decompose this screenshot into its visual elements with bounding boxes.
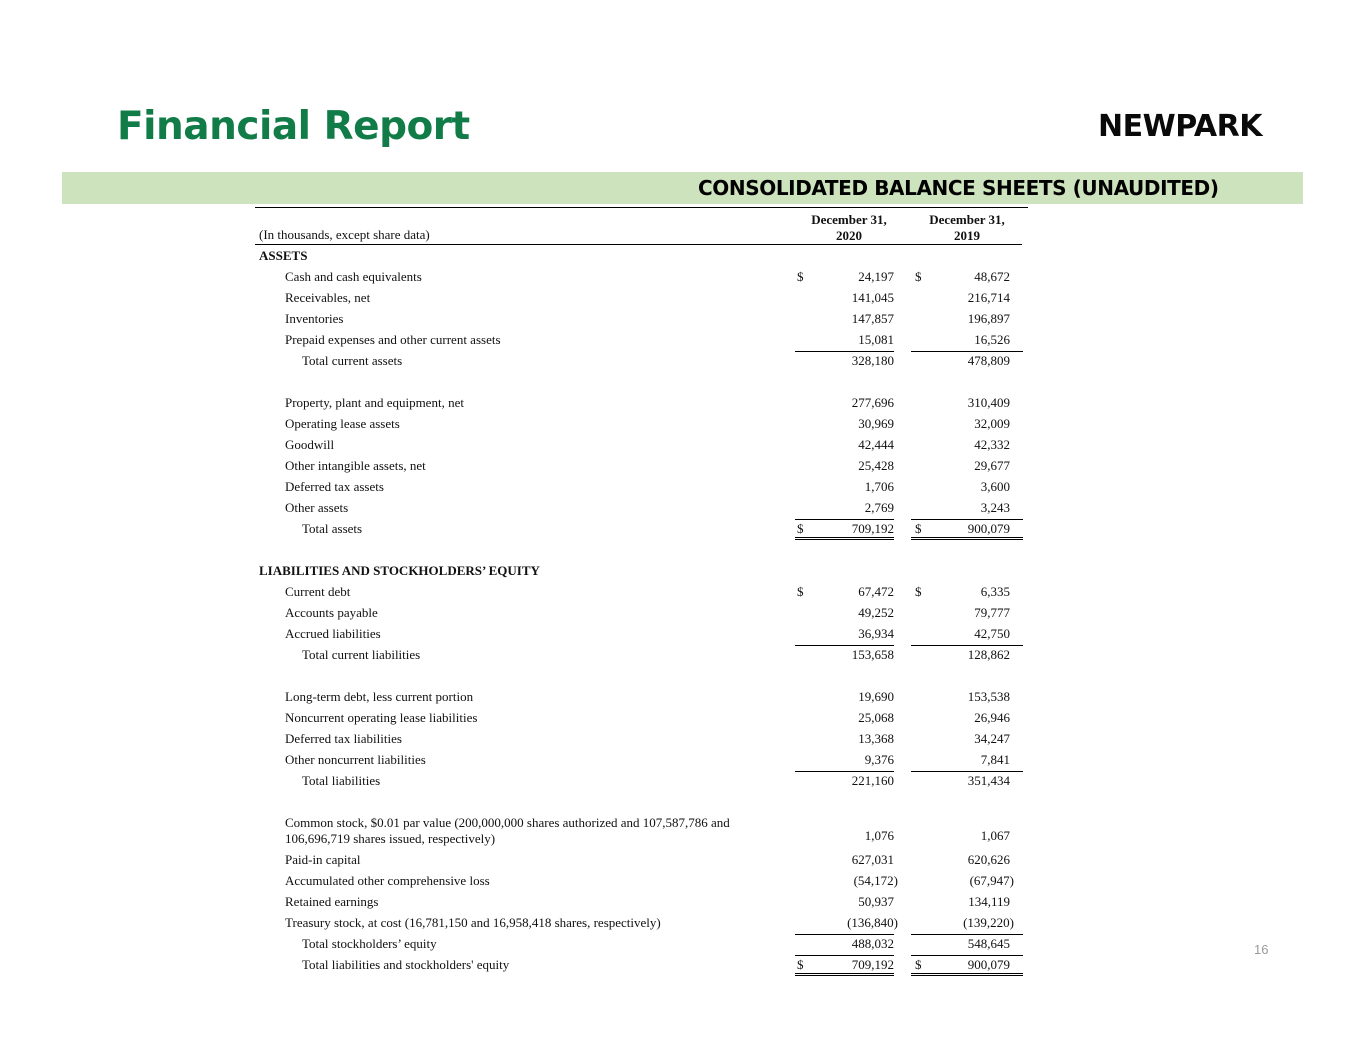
dollar-sign-2020: $: [797, 584, 804, 599]
double-underline-2019: [911, 973, 1023, 976]
double-underline-2019: [911, 537, 1023, 540]
table-top-rule: [255, 207, 1028, 208]
table-row: [250, 626, 1029, 647]
page-number: 16: [1254, 942, 1269, 957]
underline-2020: [795, 351, 894, 352]
value-2020: 50,937: [858, 894, 894, 909]
value-2020: 1,706: [864, 479, 894, 494]
value-2020: 153,658: [851, 647, 894, 662]
value-2019: 29,677: [974, 458, 1010, 473]
value-2020: 9,376: [864, 752, 894, 767]
column-heading-2020-line2: 2020: [836, 228, 862, 243]
row-label: Other intangible assets, net: [285, 458, 426, 473]
dollar-sign-2020: $: [797, 269, 804, 284]
table-row: [250, 584, 1029, 605]
topline-2019: [911, 519, 1023, 520]
value-2020: 147,857: [851, 311, 894, 326]
table-row: [250, 500, 1029, 521]
table-row: [250, 710, 1029, 731]
dollar-sign-2019: $: [915, 521, 922, 536]
value-2020: 13,368: [858, 731, 894, 746]
column-heading-2020-line1: December 31,: [811, 212, 887, 227]
value-2019: 1,067: [980, 828, 1010, 843]
table-row: [250, 290, 1029, 311]
value-2019: 48,672: [974, 269, 1010, 284]
value-2019: 128,862: [967, 647, 1010, 662]
row-label: Receivables, net: [285, 290, 371, 305]
topline-2020: [795, 955, 894, 956]
balance-sheet-table: [250, 202, 1029, 982]
underline-2020: [795, 934, 894, 935]
value-2020: 1,076: [864, 828, 894, 843]
value-2019: 42,332: [974, 437, 1010, 452]
row-label: Deferred tax liabilities: [285, 731, 402, 746]
row-label: Paid-in capital: [285, 852, 361, 867]
units-label: (In thousands, except share data): [259, 227, 430, 242]
value-2020: 221,160: [851, 773, 894, 788]
value-2020: (54,172): [853, 873, 898, 888]
table-row: [250, 605, 1029, 626]
row-label: Other assets: [285, 500, 349, 515]
table-row: [250, 458, 1029, 479]
table-row: [250, 416, 1029, 437]
value-2020: 2,769: [864, 500, 894, 515]
table-row: [250, 647, 1029, 668]
value-2020: 49,252: [858, 605, 894, 620]
value-2019: 620,626: [967, 852, 1010, 867]
value-2019: 900,079: [967, 957, 1010, 972]
value-2019: 196,897: [967, 311, 1010, 326]
row-label: Total liabilities: [302, 773, 381, 788]
row-label: Accumulated other comprehensive loss: [285, 873, 490, 888]
table-row: [250, 957, 1029, 978]
value-2019: 34,247: [974, 731, 1010, 746]
value-2019: 134,119: [968, 894, 1010, 909]
table-row: [250, 752, 1029, 773]
table-row: [250, 479, 1029, 500]
row-label: Accounts payable: [285, 605, 378, 620]
value-2019: 900,079: [967, 521, 1010, 536]
brand-logo: NEWPARK: [1098, 109, 1262, 144]
spacer-row: [250, 542, 1029, 563]
underline-2020: [795, 645, 894, 646]
row-label: Deferred tax assets: [285, 479, 384, 494]
row-label: Long-term debt, less current portion: [285, 689, 474, 704]
value-2020: 19,690: [858, 689, 894, 704]
value-2020: 328,180: [851, 353, 894, 368]
table-row: [250, 815, 1029, 852]
table-row: [250, 936, 1029, 957]
header-rule: [255, 244, 1022, 245]
value-2019: 478,809: [967, 353, 1010, 368]
underline-2019: [911, 645, 1023, 646]
band-title: CONSOLIDATED BALANCE SHEETS (UNAUDITED): [698, 176, 1219, 200]
value-2020: 709,192: [851, 957, 894, 972]
row-label: Cash and cash equivalents: [285, 269, 422, 284]
row-label: Noncurrent operating lease liabilities: [285, 710, 478, 725]
double-underline-2020: [795, 537, 894, 540]
dollar-sign-2020: $: [797, 957, 804, 972]
value-2020: 36,934: [858, 626, 894, 641]
row-label: Total liabilities and stockholders' equity: [302, 957, 510, 972]
table-row: [250, 731, 1029, 752]
row-label: Property, plant and equipment, net: [285, 395, 464, 410]
spacer-row: [250, 374, 1029, 395]
value-2019: 153,538: [967, 689, 1010, 704]
page-title: Financial Report: [117, 104, 470, 149]
value-2020: 488,032: [851, 936, 894, 951]
topline-2019: [911, 955, 1023, 956]
table-row: [250, 395, 1029, 416]
table-row: [250, 852, 1029, 873]
value-2020: 67,472: [858, 584, 894, 599]
row-label: Total stockholders’ equity: [302, 936, 437, 951]
row-label: Current debt: [285, 584, 351, 599]
dollar-sign-2019: $: [915, 584, 922, 599]
value-2019: 3,600: [980, 479, 1010, 494]
value-2020: 30,969: [858, 416, 894, 431]
value-2019: (139,220): [963, 915, 1014, 930]
column-heading-2020: [791, 212, 907, 244]
value-2020: 709,192: [851, 521, 894, 536]
row-label: Treasury stock, at cost (16,781,150 and 16,958,418 shares, respectively): [285, 915, 661, 930]
table-row: [250, 689, 1029, 710]
row-label: Accrued liabilities: [285, 626, 381, 641]
column-heading-2019-line2: 2019: [954, 228, 980, 243]
spacer-row: [250, 794, 1029, 815]
row-label: Total current liabilities: [302, 647, 421, 662]
value-2019: 79,777: [974, 605, 1010, 620]
row-label: ASSETS: [259, 248, 308, 263]
value-2020: 25,428: [858, 458, 894, 473]
row-label: Total current assets: [302, 353, 403, 368]
value-2020: 15,081: [858, 332, 894, 347]
row-label: Inventories: [285, 311, 344, 326]
value-2019: 32,009: [974, 416, 1010, 431]
underline-2019: [911, 934, 1023, 935]
table-row: [250, 915, 1029, 936]
row-label: LIABILITIES AND STOCKHOLDERS’ EQUITY: [259, 563, 540, 578]
underline-2019: [911, 771, 1023, 772]
table-row: [250, 563, 1029, 584]
value-2019: 351,434: [967, 773, 1010, 788]
value-2020: 141,045: [851, 290, 894, 305]
row-label-line2: 106,696,719 shares issued, respectively): [285, 831, 496, 846]
row-label: Total assets: [302, 521, 363, 536]
row-label: Common stock, $0.01 par value (200,000,000 shares authorized and 107,587,786 and: [285, 815, 730, 830]
row-label: Other noncurrent liabilities: [285, 752, 426, 767]
value-2019: 6,335: [980, 584, 1010, 599]
column-heading-2019-line1: December 31,: [929, 212, 1005, 227]
row-label: Goodwill: [285, 437, 335, 452]
value-2019: 216,714: [967, 290, 1010, 305]
value-2020: (136,840): [847, 915, 898, 930]
table-row: [250, 311, 1029, 332]
double-underline-2020: [795, 973, 894, 976]
value-2019: 7,841: [980, 752, 1010, 767]
table-row: [250, 873, 1029, 894]
value-2019: 3,243: [980, 500, 1010, 515]
dollar-sign-2020: $: [797, 521, 804, 536]
table-row: [250, 248, 1029, 269]
dollar-sign-2019: $: [915, 269, 922, 284]
row-label: Retained earnings: [285, 894, 379, 909]
table-row: [250, 437, 1029, 458]
value-2019: 42,750: [974, 626, 1010, 641]
value-2020: 277,696: [851, 395, 894, 410]
value-2020: 42,444: [858, 437, 894, 452]
value-2019: 548,645: [967, 936, 1010, 951]
table-row: [250, 894, 1029, 915]
value-2020: 25,068: [858, 710, 894, 725]
table-row: [250, 269, 1029, 290]
value-2019: 16,526: [974, 332, 1010, 347]
value-2019: (67,947): [969, 873, 1014, 888]
value-2019: 26,946: [974, 710, 1010, 725]
row-label: Operating lease assets: [285, 416, 400, 431]
column-heading-2019: [909, 212, 1025, 244]
table-row: [250, 332, 1029, 353]
topline-2020: [795, 519, 894, 520]
table-row: [250, 353, 1029, 374]
underline-2019: [911, 351, 1023, 352]
value-2020: 627,031: [851, 852, 894, 867]
row-label: Prepaid expenses and other current assets: [285, 332, 501, 347]
spacer-row: [250, 668, 1029, 689]
underline-2020: [795, 771, 894, 772]
value-2019: 310,409: [967, 395, 1010, 410]
value-2020: 24,197: [858, 269, 894, 284]
dollar-sign-2019: $: [915, 957, 922, 972]
table-row: [250, 521, 1029, 542]
table-row: [250, 773, 1029, 794]
